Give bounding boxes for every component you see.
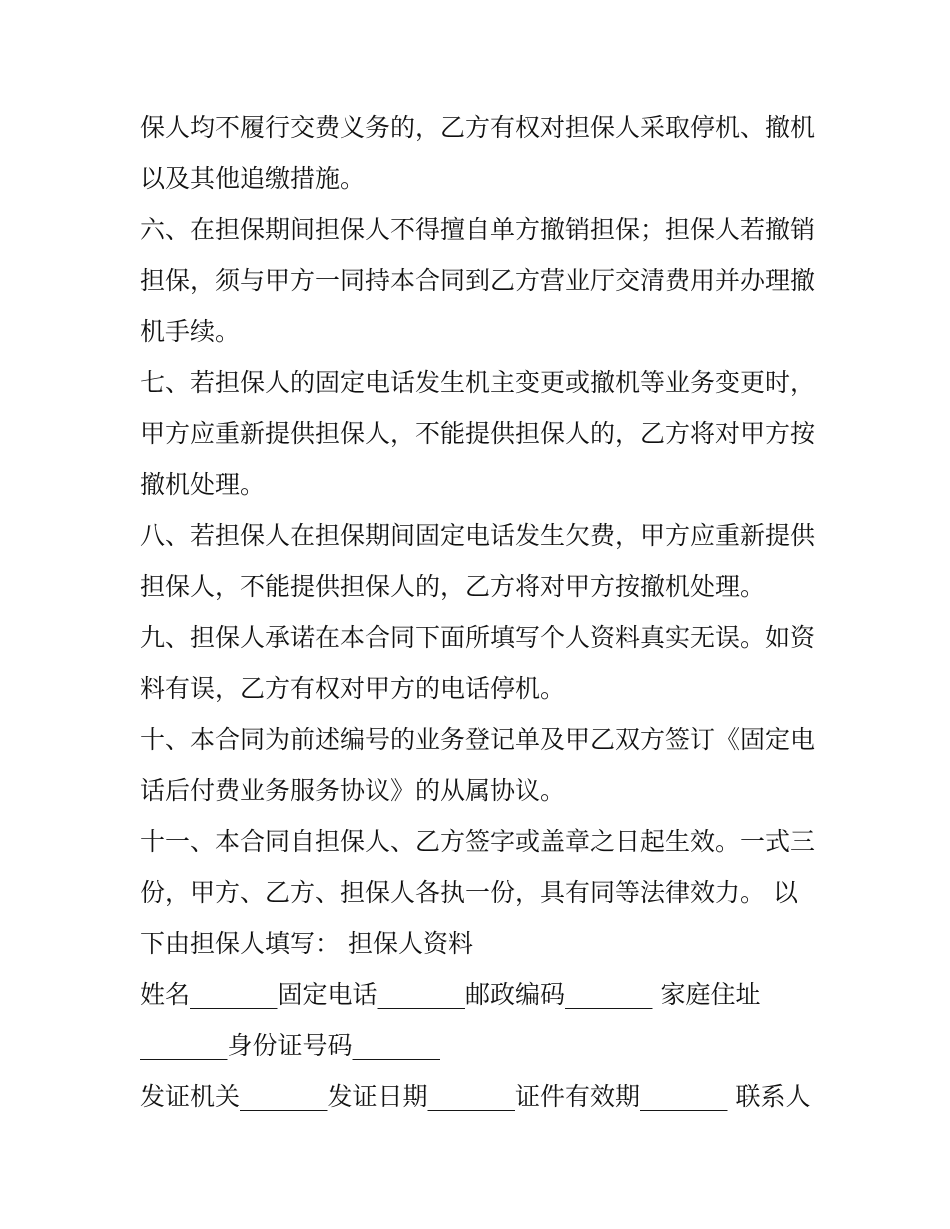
text-line: 料有误，乙方有权对甲方的电话停机。 [140,674,566,703]
clause-ten: 十、本合同为前述编号的业务登记单及甲乙双方签订《固定电 [140,725,816,754]
text-line: 话后付费业务服务协议》的从属协议。 [140,776,566,805]
text-line: 甲方应重新提供担保人，不能提供担保人的，乙方将对甲方按 [140,419,816,448]
clause-eleven: 十一、本合同自担保人、乙方签字或盖章之日起生效。一式三 [140,827,816,856]
clause-seven: 七、若担保人的固定电话发生机主变更或撤机等业务变更时， [140,368,816,397]
text-line: 撤机处理。 [140,470,266,499]
guarantor-info-heading: 下由担保人填写： 担保人资料 [140,929,473,958]
text-line: 以及其他追缴措施。 [140,164,366,193]
contract-text [140,102,820,1122]
clause-six: 六、在担保期间担保人不得擅自单方撤销担保；担保人若撤销 [140,215,816,244]
text-line: 担保人，不能提供担保人的，乙方将对甲方按撤机处理。 [140,572,766,601]
text-line: 保人均不履行交费义务的，乙方有权对担保人采取停机、撤机 [140,113,816,142]
clause-nine: 九、担保人承诺在本合同下面所填写个人资料真实无误。如资 [140,623,816,652]
text-line: 份，甲方、乙方、担保人各执一份，具有同等法律效力。 以 [140,878,798,907]
form-fields-line: _______身份证号码_______ [140,1031,441,1060]
form-fields-line: 发证机关_______发证日期_______证件有效期_______ 联系人 [140,1082,811,1111]
text-line: 担保，须与甲方一同持本合同到乙方营业厅交清费用并办理撤 [140,266,816,295]
text-line: 机手续。 [140,317,241,346]
form-fields-line: 姓名_______固定电话_______邮政编码_______ 家庭住址 [140,980,761,1009]
clause-eight: 八、若担保人在担保期间固定电话发生欠费，甲方应重新提供 [140,521,816,550]
